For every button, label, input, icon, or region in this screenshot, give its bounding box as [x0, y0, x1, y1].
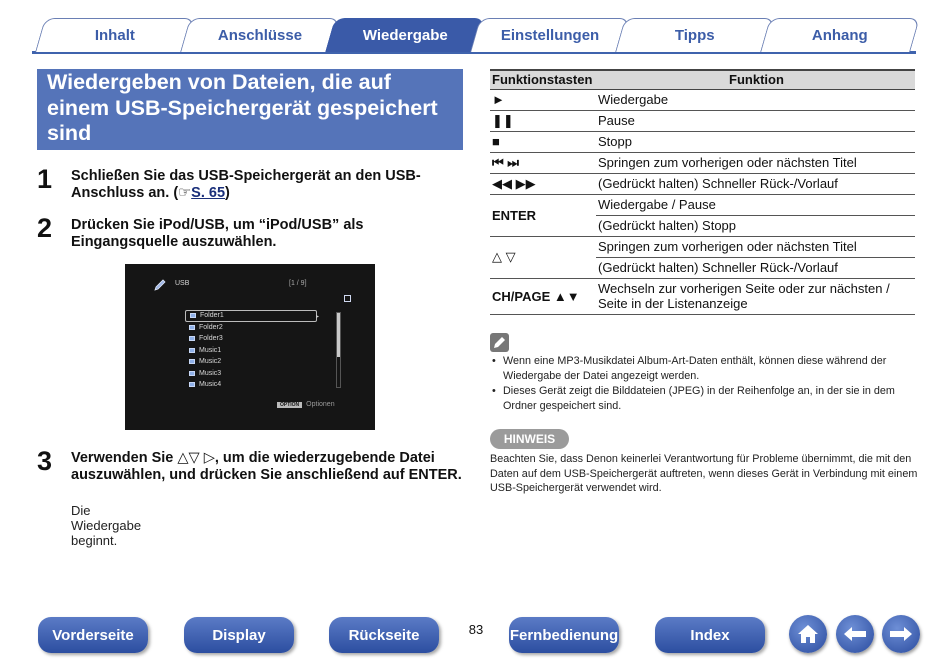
page-reference-link[interactable]: S. 65: [191, 185, 226, 201]
list-item[interactable]: [185, 322, 317, 334]
function-cell: Wiedergabe / Pause: [596, 194, 915, 215]
item-label: Folder2: [199, 323, 223, 331]
note-item: • Wenn eine MP3-Musikdatei Album-Art-Daten enthält, können diese während der Wiedergabe der Datei angezeigt werden.: [490, 354, 918, 383]
function-cell: Wiedergabe: [596, 89, 915, 110]
notes-list: [490, 354, 918, 414]
selection-box-icon: [344, 295, 351, 302]
item-label: Music4: [199, 381, 222, 388]
table-row: [490, 194, 915, 215]
list-item[interactable]: [185, 368, 317, 380]
folder-icon: [190, 313, 196, 318]
key-cursor-up-down: △ ▽: [490, 236, 596, 278]
tab-label: Inhalt: [94, 27, 135, 44]
home-icon: [796, 623, 820, 645]
page-number: 83: [468, 622, 484, 637]
item-label: Folder1: [200, 312, 224, 319]
list-item[interactable]: [185, 345, 317, 357]
nav-label: Fernbedienung: [509, 626, 619, 644]
page-title: Wiedergeben von Dateien, die auf einem USB-Speichergerät gespeichert sind: [37, 69, 463, 150]
back-button[interactable]: [836, 615, 874, 653]
function-cell: (Gedrückt halten) Stopp: [596, 215, 915, 236]
header-function: Funktion: [596, 70, 915, 89]
top-tab-bar: [32, 16, 916, 54]
item-label: Music3: [199, 369, 222, 377]
music-file-icon: [189, 371, 195, 376]
scrollbar[interactable]: [336, 312, 341, 388]
folder-icon: [189, 336, 195, 341]
table-row: [490, 236, 915, 257]
table-row: [490, 89, 915, 110]
key-stop: ■: [490, 131, 596, 152]
nav-display-button[interactable]: [184, 617, 294, 653]
function-cell: Wechseln zur vorherigen Seite oder zur nächsten / Seite in der Listenanzeige: [596, 278, 915, 314]
page-indicator: [1 / 9]: [289, 280, 307, 287]
nav-vorderseite-button[interactable]: [38, 617, 148, 653]
music-file-icon: [189, 382, 195, 387]
tab-inhalt[interactable]: [35, 18, 195, 52]
option-hint: [277, 401, 335, 408]
function-cell: (Gedrückt halten) Schneller Rück-/Vorlauf: [596, 257, 915, 278]
scroll-thumb[interactable]: [337, 313, 340, 357]
tab-label: Anhang: [811, 27, 868, 44]
table-row: [490, 173, 915, 194]
forward-button[interactable]: [882, 615, 920, 653]
nav-index-button[interactable]: [655, 617, 765, 653]
list-item[interactable]: [185, 310, 320, 322]
header-key: Funktionstasten: [490, 70, 596, 89]
step-number: 1: [37, 164, 53, 194]
step-number: 3: [37, 446, 53, 476]
source-label: USB: [175, 280, 190, 287]
table-row: [490, 278, 915, 314]
tab-label: Einstellungen: [500, 27, 600, 44]
hinweis-text: Beachten Sie, dass Denon keinerlei Verantwortung für Probleme übernimmt, die mit den Daten auf dem USB-Speichergerät auftreten, wenn dieses Gerät in Verbindung mit einem USB-Speichergerät verwendet wird.: [490, 453, 918, 494]
list-item[interactable]: [185, 356, 317, 368]
key-skip: ⏮ ⏭: [490, 152, 596, 173]
function-key-table: [490, 69, 915, 315]
key-search: ◀◀ ▶▶: [490, 173, 596, 194]
table-row: [490, 110, 915, 131]
item-label: Music2: [199, 358, 222, 365]
folder-icon: [189, 325, 195, 330]
nav-rueckseite-button[interactable]: [329, 617, 439, 653]
tab-wiedergabe[interactable]: [325, 18, 485, 52]
list-item[interactable]: [185, 379, 317, 391]
tab-label: Tipps: [674, 27, 715, 44]
function-cell: Pause: [596, 110, 915, 131]
arrow-right-icon: [888, 625, 914, 643]
function-cell: Springen zum vorherigen oder nächsten Titel: [596, 152, 915, 173]
note-item: • Dieses Gerät zeigt die Bilddateien (JPEG) in der Reihenfolge an, in der sie in dem Ordner gespeichert sind.: [490, 384, 918, 413]
arrow-right-icon: ▸: [316, 314, 320, 320]
step-3-text: Verwenden Sie △▽ ▷, um die wiederzugebende Datei auszuwählen, und drücken Sie anschließend auf ENTER.: [71, 450, 462, 483]
key-play: ►: [490, 89, 596, 110]
nav-label: Rückseite: [348, 626, 420, 644]
item-label: Folder3: [199, 335, 223, 342]
hand-pointer-icon: ☞: [178, 185, 192, 201]
key-enter: ENTER: [490, 194, 596, 236]
key-pause: ❚❚: [490, 110, 596, 131]
item-label: Music1: [199, 346, 222, 354]
step-3-subtext: Die Wiedergabe beginnt.: [71, 503, 142, 548]
onscreen-display-preview: [125, 264, 375, 430]
table-header-row: [490, 70, 915, 89]
table-row: [490, 131, 915, 152]
table-row: [490, 152, 915, 173]
nav-label: Vorderseite: [52, 626, 134, 644]
arrow-left-icon: [842, 625, 868, 643]
option-key: OPTION: [277, 402, 302, 408]
function-cell: (Gedrückt halten) Schneller Rück-/Vorlauf: [596, 173, 915, 194]
tab-label: Wiedergabe: [362, 27, 448, 44]
nav-label: Index: [690, 626, 730, 644]
home-button[interactable]: [789, 615, 827, 653]
file-list: [185, 310, 320, 391]
hinweis-badge: HINWEIS: [490, 429, 569, 449]
usb-pen-icon: [153, 278, 167, 292]
function-cell: Stopp: [596, 131, 915, 152]
key-ch-page: CH/PAGE ▲▼: [490, 278, 596, 314]
music-file-icon: [189, 359, 195, 364]
tab-tipps[interactable]: [615, 18, 775, 52]
note-pencil-icon: [490, 333, 509, 352]
step-2-text: Drücken Sie iPod/USB, um “iPod/USB” als Eingangsquelle auszuwählen.: [71, 217, 364, 250]
step-number: 2: [37, 213, 53, 243]
step-1-text: Schließen Sie das USB-Speichergerät an den USB-Anschluss an.: [71, 168, 421, 201]
tab-anhang[interactable]: [760, 18, 920, 52]
function-cell: Springen zum vorherigen oder nächsten Titel: [596, 236, 915, 257]
nav-fernbedienung-button[interactable]: [509, 617, 619, 653]
tab-einstellungen[interactable]: [470, 18, 630, 52]
music-file-icon: [189, 348, 195, 353]
list-item[interactable]: [185, 333, 317, 345]
tab-label: Anschlüsse: [217, 27, 302, 44]
step-text: Schließen Sie das USB-Speichergerät an den USB-Anschluss an. (☞S. 65): [71, 168, 421, 201]
option-label: Optionen: [306, 401, 335, 408]
tab-anschluesse[interactable]: [180, 18, 340, 52]
nav-label: Display: [212, 626, 266, 644]
